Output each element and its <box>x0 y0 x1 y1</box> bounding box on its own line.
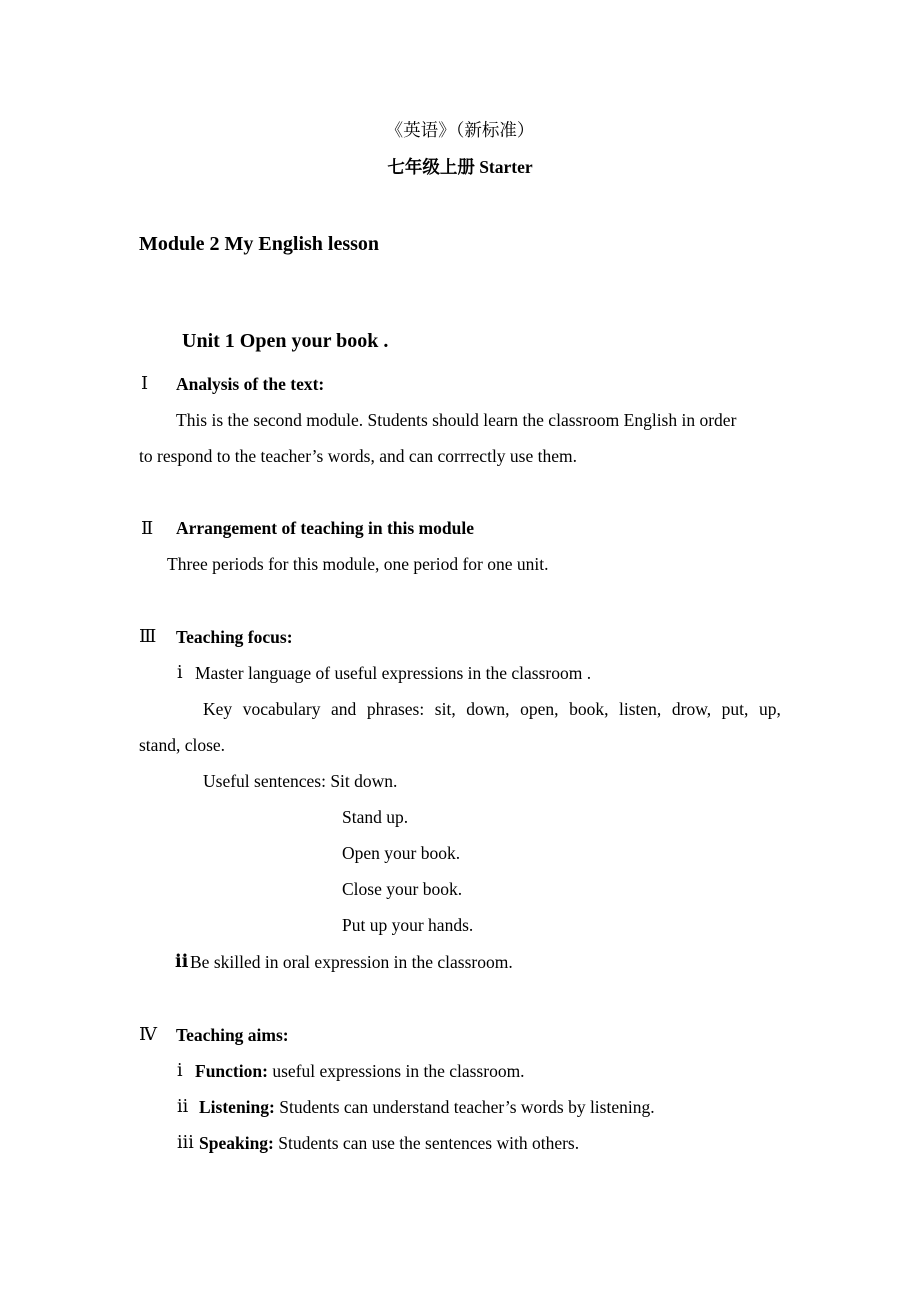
module-title: Module 2 My English lesson <box>139 233 380 255</box>
section-4-heading: Teaching aims: <box>176 1025 289 1045</box>
section-1-line-2: to respond to the teacher’s words, and can corrrectly use them. <box>139 446 577 466</box>
vocab-word: and <box>331 699 357 719</box>
useful-sentence: Put up your hands. <box>342 915 474 935</box>
vocab-word: drow, <box>671 699 712 719</box>
section-3-heading: Teaching focus: <box>176 627 293 647</box>
vocab-word: open, <box>520 699 559 719</box>
doc-title: 《英语》（新标准） <box>385 120 535 140</box>
focus-item-1-text: Master language of useful expressions in the classroom . <box>195 663 592 683</box>
doc-subtitle: 七年级上册 Starter <box>387 157 533 177</box>
useful-sentence: Close your book. <box>342 879 463 899</box>
vocab-word: Key <box>203 699 233 719</box>
useful-sentence: Stand up. <box>342 807 409 827</box>
vocab-word: listen, <box>619 699 662 719</box>
useful-sentences-label: Useful sentences: Sit down. <box>203 771 398 791</box>
aim-3-numeral: ⅲ <box>177 1132 194 1152</box>
focus-item-2-numeral: ⅱ <box>175 951 189 971</box>
vocab-word: vocabulary <box>242 699 321 719</box>
vocab-word: sit, <box>434 699 456 719</box>
section-2-numeral: Ⅱ <box>141 518 154 538</box>
section-2-line-1: Three periods for this module, one period for one unit. <box>167 554 549 574</box>
aim-2-numeral: ⅱ <box>177 1096 189 1116</box>
unit-title: Unit 1 Open your book . <box>182 330 389 352</box>
vocab-word: up, <box>758 699 781 719</box>
aim-2-text: Students can understand teacher’s words by listening. <box>279 1097 655 1117</box>
key-vocabulary-line <box>203 699 781 719</box>
aim-1-label: Function: <box>195 1061 268 1081</box>
vocab-word: phrases: <box>366 699 425 719</box>
vocab-word: down, <box>466 699 510 719</box>
aim-1-numeral: ⅰ <box>177 1060 183 1080</box>
section-1-numeral: Ⅰ <box>141 373 149 393</box>
section-3-numeral: Ⅲ <box>139 626 157 646</box>
focus-item-1-numeral: ⅰ <box>177 662 183 682</box>
aim-3 <box>199 1133 579 1153</box>
aim-2 <box>199 1097 655 1117</box>
aim-3-label: Speaking: <box>199 1133 274 1153</box>
focus-item-2-text: Be skilled in oral expression in the classroom. <box>190 952 513 972</box>
aim-3-text: Students can use the sentences with others. <box>278 1133 580 1153</box>
aim-2-label: Listening: <box>199 1097 275 1117</box>
section-4-numeral: Ⅳ <box>139 1024 157 1044</box>
vocab-word: book, <box>569 699 609 719</box>
section-2-heading: Arrangement of teaching in this module <box>176 518 474 538</box>
useful-sentence: Open your book. <box>342 843 461 863</box>
section-1-heading: Analysis of the text: <box>176 374 325 394</box>
aim-1 <box>195 1061 525 1081</box>
section-1-line-1: This is the second module. Students should learn the classroom English in order <box>176 410 737 430</box>
vocab-word: put, <box>721 699 749 719</box>
key-vocabulary-continued: stand, close. <box>139 735 226 755</box>
aim-1-text: useful expressions in the classroom. <box>272 1061 525 1081</box>
